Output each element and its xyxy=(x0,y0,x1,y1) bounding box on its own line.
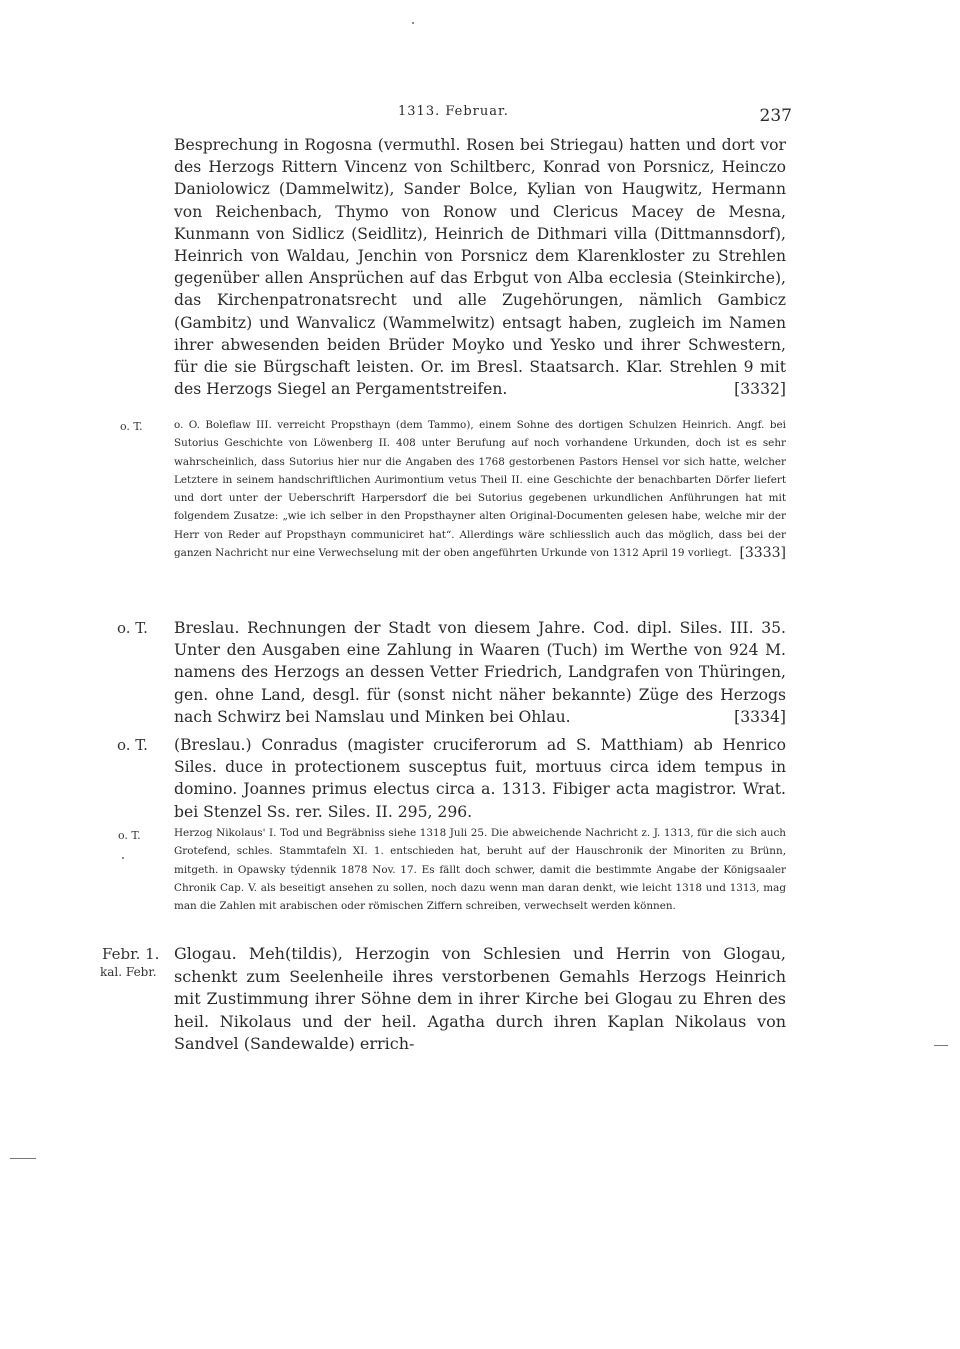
scan-mark xyxy=(10,1158,36,1159)
margin-date: o. T. xyxy=(118,829,141,842)
entry-text: Glogau. Meh(tildis), Herzogin von Schlesien und Herrin von Glogau, schenkt zum Seelenheile ihres verstorbenen Gemahls Herzogs Heinrich mit Zustimmung ihrer Söhne dem in ihrer Kirche bei Glogau zu Ehren des heil. Nikolaus und der heil. Agatha durch ihren Kaplan Nikolaus von Sandvel (Sandewalde) errich- xyxy=(174,944,786,1054)
margin-date: Febr. 1. xyxy=(102,945,160,963)
entry-nikolaus-note xyxy=(174,824,786,915)
entry-3333 xyxy=(174,416,786,562)
entry-3334 xyxy=(174,617,786,728)
entry-glogau xyxy=(174,943,786,1056)
header-title: 1313. Februar. xyxy=(398,104,509,119)
running-header xyxy=(0,104,960,128)
scan-mark xyxy=(122,857,124,859)
entry-text: Besprechung in Rogosna (vermuthl. Rosen bei Striegau) hatten und dort vor des Herzogs Rittern Vincenz von Schiltberc, Konrad von Porsnicz, Heinczo Daniolowicz (Dammelwitz), Sander Bolce, Kylian von Haugwitz, Hermann von Reichenbach, Thymo von Ronow und Clericus Macey de Mesna, Kunmann von Sidlicz (Seidlitz), Heinrich de Dithmari villa (Dittmannsdorf), Heinrich von Waldau, Jenchin von Porsnicz dem Klarenkloster zu Strehlen gegenüber allen Ansprüchen auf das Erbgut von Alba ecclesia (Steinkirche), das Kirchenpatronatsrecht und alle Zugehörungen, nämlich Gambicz (Gambitz) und Wanvalicz (Wammelwitz) entsagt haben, zugleich im Namen ihrer abwesenden beiden Brüder Moyko und Yesko und ihrer Schwestern, für die sie Bürgschaft leisten. Or. im Bresl. Staatsarch. Klar. Strehlen 9 mit des Herzogs Siegel an Pergamentstreifen. [3332] xyxy=(174,134,786,400)
entry-text: (Breslau.) Conradus (magister cruciferorum ad S. Matthiam) ab Henrico Siles. duce in protectionem susceptus fuit, mortuus circa idem tempus in domino. Joannes primus electus circa a. 1313. Fibiger acta magistror. Wrat. bei Stenzel Ss. rer. Siles. II. 295, 296. xyxy=(174,736,786,821)
scan-mark xyxy=(412,22,414,24)
entry-text: Herzog Nikolaus' I. Tod und Begräbniss siehe 1318 Juli 25. Die abweichende Nachricht z. J. 1313, für die sich auch Grotefend, schles. Stammtafeln XI. 1. entschieden hat, beruht auf der Hauschronik der Minoriten zu Brünn, mitgeth. in Opawsky týdennik 1878 Nov. 17. Es fällt doch schwer, damit die bestimmte Angabe der Königsaaler Chronik Cap. V. als beseitigt ansehen zu sollen, noch dazu wenn man daran denkt, wie leicht 1318 und 1313, mag man die Zahlen mit arabischen oder römischen Ziffern schreiben, verwechselt werden können. xyxy=(174,827,786,913)
entry-3332 xyxy=(174,134,786,400)
entry-number: [3332] xyxy=(734,380,786,399)
entry-text: o. O. Boleflaw III. verreicht Propsthayn (dem Tammo), einem Sohne des dortigen Schulzen Heinrich. Angf. bei Sutorius Geschichte von Löwenberg II. 408 unter Berufung auf noch vorhandene Urkunden, doch ist es sehr wahrscheinlich, dass Sutorius hier nur die Angaben des 1768 gestorbenen Pastors Hensel vor sich hatte, welcher Letztere in seinem handschriftlichen Aurimontium vetus Theil II. eine Geschichte der benachbarten Dörfer liefert und dort unter der Ueberschrift Harpersdorf die bei Sutorius gegebenen urkundlichen Anführungen hat mit folgendem Zusatze: „wie ich selber in den Propsthayner alten Original-Documenten gelesen habe, welche mir der Herr von Reder auf Propsthayn communiciret hat“. Allerdings wäre schliesslich auch das möglich, dass bei der ganzen Nachricht nur eine Verwechselung mit der oben angeführten Urkunde von 1312 April 19 vorliegt. [3333] xyxy=(174,419,786,562)
scan-mark xyxy=(934,1045,948,1046)
page-number: 237 xyxy=(759,106,792,126)
entry-number: [3333] xyxy=(739,545,786,562)
margin-date-secondary: kal. Febr. xyxy=(100,965,157,979)
margin-date: o. T. xyxy=(117,619,148,637)
margin-date: o. T. xyxy=(120,420,143,433)
margin-date: o. T. xyxy=(117,736,148,754)
entry-text: Breslau. Rechnungen der Stadt von diesem Jahre. Cod. dipl. Siles. III. 35. Unter den Ausgaben eine Zahlung in Waaren (Tuch) im Werthe von 924 M. namens des Herzogs an dessen Vetter Friedrich, Landgrafen von Thüringen, gen. ohne Land, desgl. für (sonst nicht näher bekannte) Züge des Herzogs nach Schwirz bei Namslau und Minken bei Ohlau. [3334] xyxy=(174,617,786,728)
entry-number: [3334] xyxy=(734,707,786,726)
entry-conradus xyxy=(174,734,786,823)
